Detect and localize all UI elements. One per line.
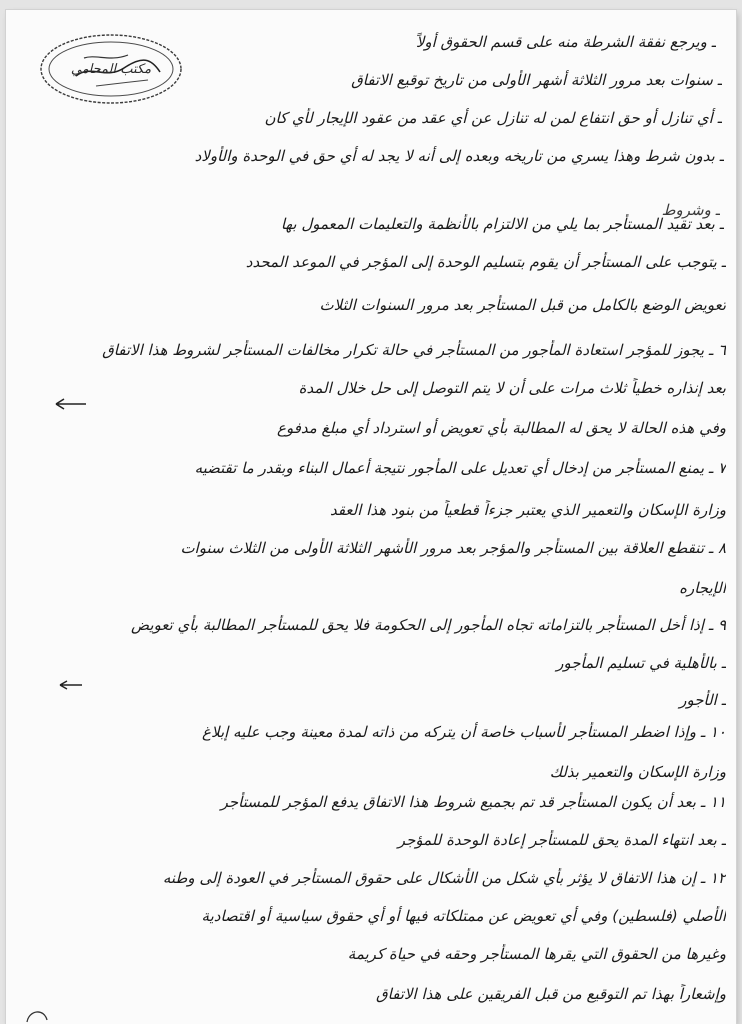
doc-line-12: ٧ ـ يمنع المستأجر من إدخال أي تعديل على المأجور نتيجة أعمال البناء وبقدر ما تقتضيه (194, 459, 726, 477)
doc-line-4: ـ بدون شرط وهذا يسري من تاريخه وبعده إلى أنه لا يجد له أي حق في الوحدة والأولاد (194, 147, 724, 165)
doc-line-23: ١٢ ـ إن هذا الاتفاق لا يؤثر بأي شكل من الأشكال على حقوق المستأجر في العودة إلى وطنه (162, 869, 726, 887)
doc-line-2: ـ سنوات بعد مرور الثلاثة أشهر الأولى من تاريخ توقيع الاتفاق (351, 71, 722, 89)
stamp-graphic (36, 28, 186, 110)
document-page (6, 10, 736, 1024)
doc-line-25: وغيرها من الحقوق التي يقرها المستأجر وحقه في حياة كريمة (347, 945, 726, 963)
doc-line-6: ـ بعد تقيد المستأجر بما يلي من الالتزام بالأنظمة والتعليمات المعمول بها (280, 215, 724, 233)
doc-line-3: ـ أي تنازل أو حق انتفاع لمن له تنازل عن أي عقد من عقود الإيجار لأي كان (264, 109, 722, 127)
doc-line-16: ٩ ـ إذا أخل المستأجر بالتزاماته تجاه المأجور إلى الحكومة فلا يحق للمستأجر المطالبة بأي تعويض (131, 616, 726, 634)
doc-line-19: ١٠ ـ وإذا اضطر المستأجر لأسباب خاصة أن يتركه من ذاته لمدة معينة وجب عليه إبلاغ (202, 723, 726, 741)
doc-line-24: الأصلي (فلسطين) وفي أي تعويض عن ممتلكاته فيها أو أي حقوق سياسية أو اقتصادية (201, 907, 726, 925)
page-corner-circle (24, 1004, 50, 1024)
doc-line-13: وزارة الإسكان والتعمير الذي يعتبر جزءاً قطعياً من بنود هذا العقد (329, 501, 726, 519)
doc-line-18: ـ الأجور (679, 691, 726, 709)
doc-line-17: ـ بالأهلية في تسليم المأجور (556, 654, 726, 672)
doc-line-11: وفي هذه الحالة لا يحق له المطالبة بأي تعويض أو استرداد أي مبلغ مدفوع (277, 419, 726, 437)
margin-arrow-mark-2 (56, 678, 86, 692)
margin-arrow-mark (50, 396, 90, 412)
svg-text:مكتب المحامي: مكتب المحامي (70, 62, 152, 77)
doc-line-26: وإشعاراً بهذا تم التوقيع من قبل الفريقين على هذا الاتفاق (376, 985, 726, 1003)
doc-line-14: ٨ ـ تنقطع العلاقة بين المستأجر والمؤجر بعد مرور الأشهر الثلاثة الأولى من الثلاث سنوات (180, 539, 726, 557)
doc-line-21: ١١ ـ بعد أن يكون المستأجر قد تم بجميع شروط هذا الاتفاق يدفع المؤجر للمستأجر (220, 793, 726, 811)
doc-line-8: تعويض الوضع بالكامل من قبل المستأجر بعد مرور السنوات الثلاث (319, 296, 726, 314)
doc-line-5: ـ وشروط (661, 201, 720, 219)
office-stamp (36, 28, 186, 110)
doc-line-10: بعد إنذاره خطياً ثلاث مرات على أن لا يتم التوصل إلى حل خلال المدة (298, 379, 726, 397)
doc-line-15: الإيجاره (679, 579, 726, 597)
doc-line-1: ـ ويرجع نفقة الشرطة منه على قسم الحقوق أولاً (415, 33, 716, 51)
doc-line-7: ـ يتوجب على المستأجر أن يقوم بتسليم الوحدة إلى المؤجر في الموعد المحدد (245, 253, 726, 271)
doc-line-20: وزارة الإسكان والتعمير بذلك (549, 763, 726, 781)
doc-line-9: ٦ ـ يجوز للمؤجر استعادة المأجور من المستأجر في حالة تكرار مخالفات المستأجر لشروط هذا الاتفاق (102, 341, 726, 359)
doc-line-22: ـ بعد انتهاء المدة يحق للمستأجر إعادة الوحدة للمؤجر (397, 831, 726, 849)
